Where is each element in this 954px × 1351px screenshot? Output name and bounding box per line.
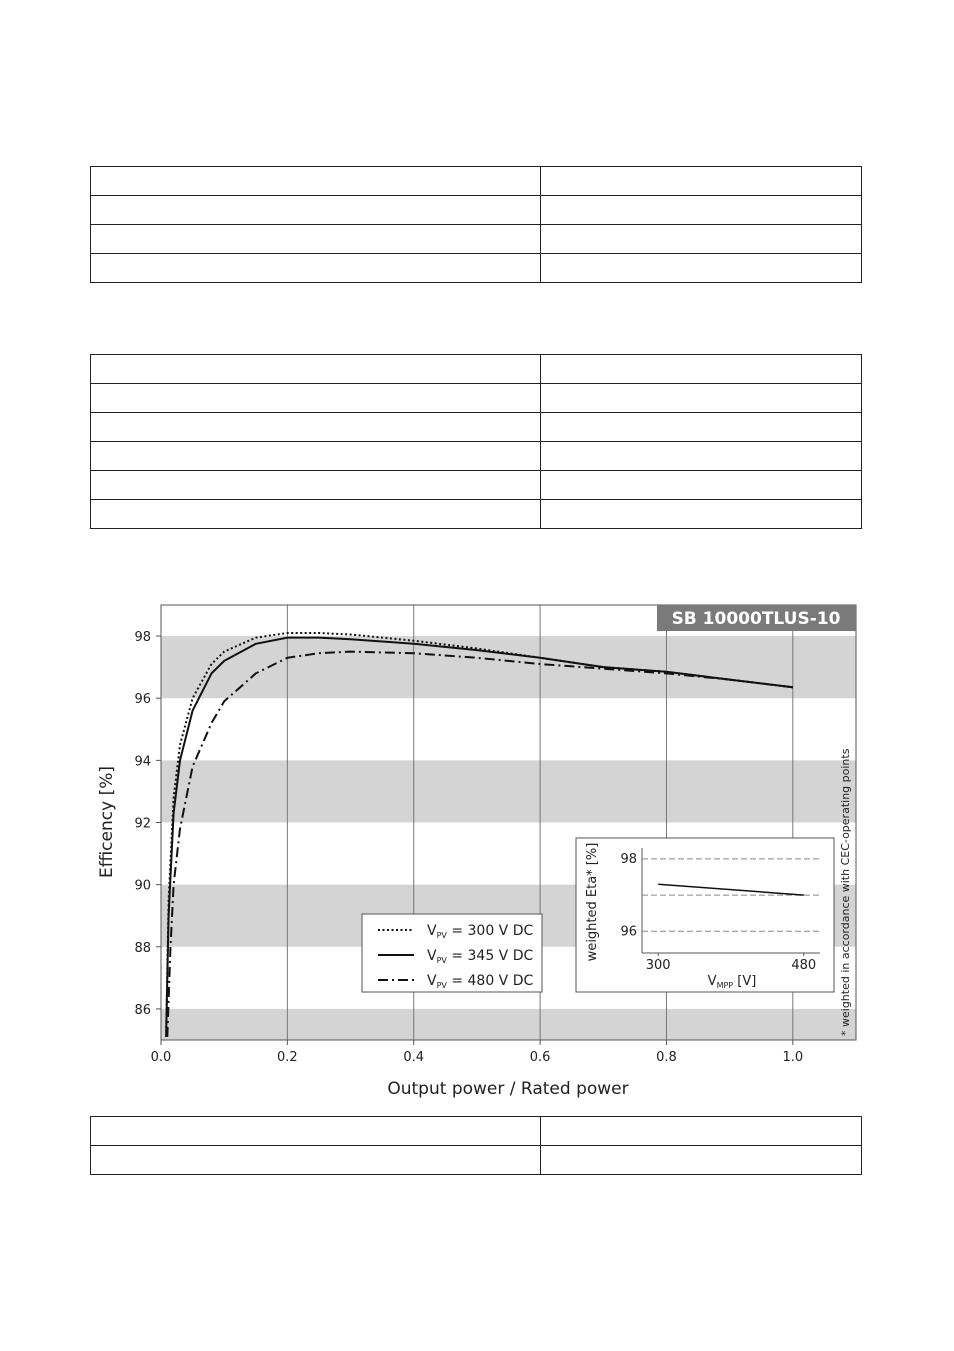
inset-y-tick-label: 96 xyxy=(620,924,637,940)
legend-label: $V_{PV} = 480$ V DC xyxy=(427,973,534,990)
x-tick-label: 0.6 xyxy=(529,1050,551,1065)
y-axis-label: Efficency [%] xyxy=(97,766,117,878)
x-tick-label: 0.2 xyxy=(277,1050,298,1065)
legend xyxy=(362,914,542,992)
band xyxy=(161,1009,856,1040)
inset-chart xyxy=(576,838,834,992)
y-tick-label: 86 xyxy=(134,1002,151,1018)
inset-y-label: weighted Eta* [%] xyxy=(585,842,600,962)
inset-x-label: $V_{MPP}$ [V] xyxy=(707,974,757,990)
y-tick-label: 90 xyxy=(134,878,151,894)
legend-label: $V_{PV} = 345$ V DC xyxy=(427,948,534,965)
y-tick-label: 94 xyxy=(134,754,151,770)
y-axis-ticks xyxy=(134,630,161,1018)
legend-label: $V_{PV} = 300$ V DC xyxy=(427,923,534,940)
x-axis-ticks xyxy=(151,1040,804,1065)
x-tick-label: 0.0 xyxy=(150,1050,172,1065)
x-tick-label: 0.8 xyxy=(656,1050,677,1065)
band xyxy=(161,636,856,698)
x-tick-label: 0.4 xyxy=(403,1050,425,1065)
x-tick-label: 1.0 xyxy=(782,1050,804,1065)
inset-y-tick-label: 98 xyxy=(620,851,637,867)
y-tick-label: 92 xyxy=(134,816,151,832)
y-tick-label: 96 xyxy=(134,692,151,708)
footnote: * weighted in accordance with CEC-operating points xyxy=(839,748,852,1036)
y-tick-label: 98 xyxy=(134,630,151,646)
x-axis-label: Output power / Rated power xyxy=(387,1079,629,1099)
inset-x-tick-label: 300 xyxy=(645,958,671,973)
inset-x-tick-label: 480 xyxy=(791,958,817,973)
y-tick-label: 88 xyxy=(134,940,151,956)
band xyxy=(161,760,856,822)
model-badge-text: SB 10000TLUS-10 xyxy=(671,609,841,629)
